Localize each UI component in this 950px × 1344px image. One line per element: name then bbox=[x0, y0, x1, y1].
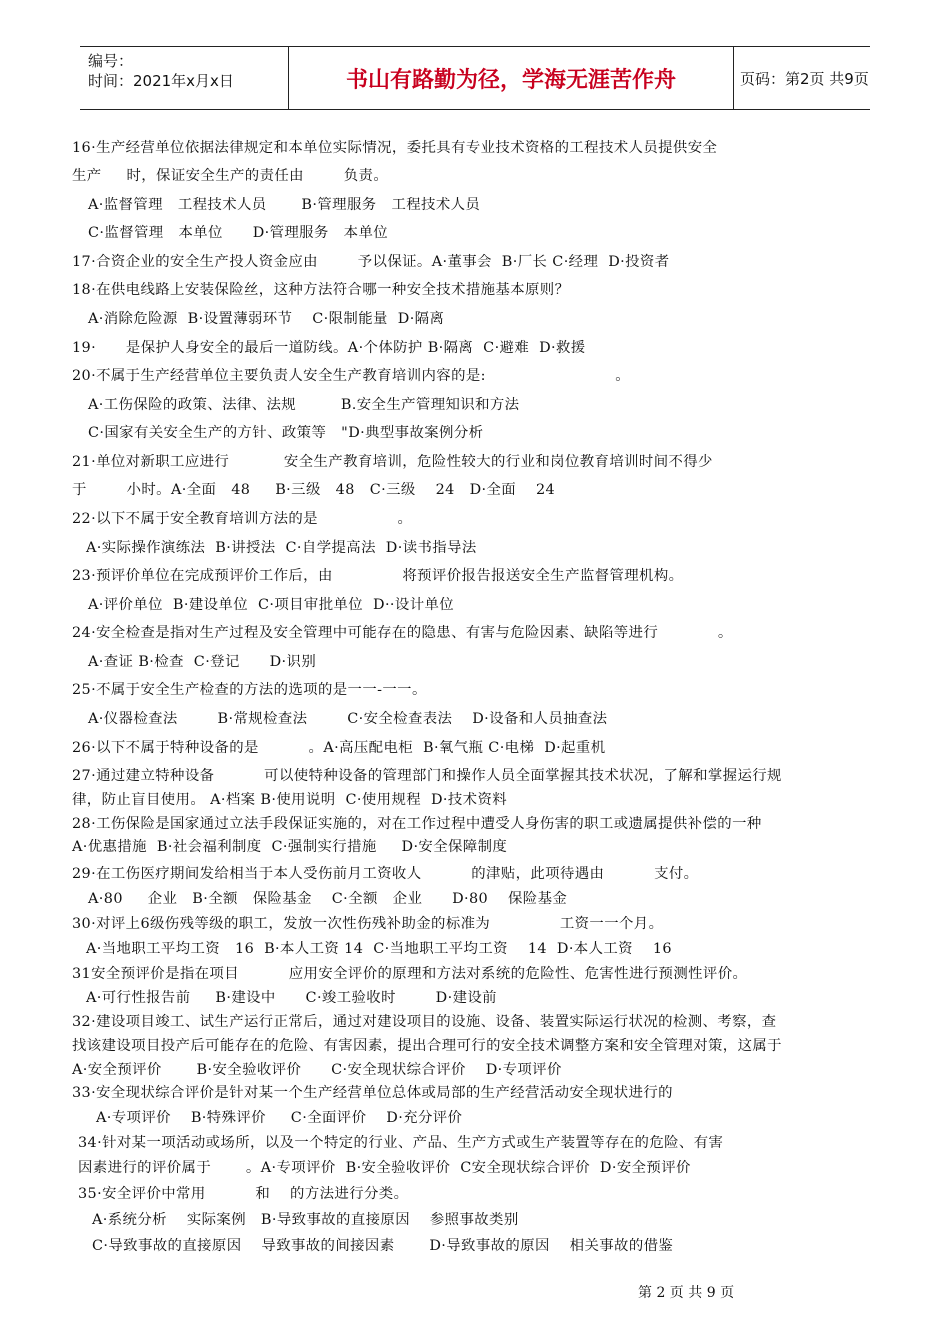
question-line: 35·安全评价中常用 和 的方法进行分类。 bbox=[78, 1186, 409, 1202]
question-line: 18·在供电线路上安装保险丝，这种方法符合哪一种安全技术措施基本原则？ bbox=[72, 282, 570, 298]
header-motto: 书山有路勤为径，学海无涯苦作舟 bbox=[288, 47, 734, 109]
question-line: 19· 是保护人身安全的最后一道防线。A·个体防护 B·隔离 C·避难 D·救援 bbox=[72, 340, 586, 356]
document-time-label: 时间：2021年x月x日 bbox=[88, 72, 234, 90]
option-line: A·监督管理 工程技术人员 B·管理服务 工程技术人员 bbox=[88, 197, 481, 213]
question-line: 31安全预评价是指在项目 应用安全评价的原理和方法对系统的危险性、危害性进行预测性评价。 bbox=[72, 966, 748, 982]
question-line: 因素进行的评价属于 。A·专项评价 B·安全验收评价 C安全现状综合评价 D·安全预评价 bbox=[78, 1160, 691, 1176]
question-line: 21·单位对新职工应进行 安全生产教育培训，危险性较大的行业和岗位教育培训时间不得少 bbox=[72, 454, 713, 470]
question-line: 23·预评价单位在完成预评价工作后，由 将预评价报告报送安全生产监督管理机构。 bbox=[72, 568, 684, 584]
question-line: 27·通过建立特种设备 可以使特种设备的管理部门和操作人员全面掌握其技术状况，了解和掌握运行规 bbox=[72, 768, 782, 784]
question-line: 于 小时。A·全面 48 B·三级 48 C·三级 24 D·全面 24 bbox=[72, 482, 556, 498]
question-line: 找该建设项目投产后可能存在的危险、有害因素，提出合理可行的安全技术调整方案和安全管理对策，这属于 bbox=[72, 1038, 782, 1054]
option-line: A·查证 B·检查 C·登记 D·识别 bbox=[88, 654, 317, 670]
option-line: A·工伤保险的政策、法律、法规 B.安全生产管理知识和方法 bbox=[88, 397, 520, 413]
option-line: A·评价单位 B·建设单位 C·项目审批单位 D··设计单位 bbox=[88, 597, 455, 613]
option-line: A·专项评价 B·特殊评价 C·全面评价 D·充分评价 bbox=[96, 1110, 463, 1126]
question-line: 24·安全检查是指对生产过程及安全管理中可能存在的隐患、有害与危险因素、缺陷等进行 。 bbox=[72, 625, 733, 641]
option-line: A·仪器检查法 B·常规检查法 C·安全检查表法 D·设备和人员抽查法 bbox=[88, 711, 608, 727]
page-footer: 第 2 页 共 9 页 bbox=[638, 1285, 735, 1301]
question-line: 生产 时，保证安全生产的责任由 负责。 bbox=[72, 168, 389, 184]
question-line: 22·以下不属于安全教育培训方法的是 。 bbox=[72, 511, 413, 527]
question-line: 律，防止盲目使用。 A·档案 B·使用说明 C·使用规程 D·技术资料 bbox=[72, 792, 508, 808]
option-line: A·可行性报告前 B·建设中 C·竣工验收时 D·建设前 bbox=[86, 990, 497, 1006]
option-line: A·消除危险源 B·设置薄弱环节 C·限制能量 D·隔离 bbox=[88, 311, 445, 327]
option-line: A·系统分析 实际案例 B·导致事故的直接原因 参照事故类别 bbox=[92, 1212, 519, 1228]
option-line: C·导致事故的直接原因 导致事故的间接因素 D·导致事故的原因 相关事故的借鉴 bbox=[92, 1238, 674, 1254]
question-line: 26·以下不属于特种设备的是 。A·高压配电柜 B·氧气瓶 C·电梯 D·起重机 bbox=[72, 740, 606, 756]
header-page-number: 页码：第2页 共9页 bbox=[740, 69, 869, 88]
option-line: A·安全预评价 B·安全验收评价 C·安全现状综合评价 D·专项评价 bbox=[72, 1062, 562, 1078]
option-line: A·80 企业 B·全额 保险基金 C·全额 企业 D·80 保险基金 bbox=[88, 891, 568, 907]
option-line: C·监督管理 本单位 D·管理服务 本单位 bbox=[88, 225, 389, 241]
question-line: 32·建设项目竣工、试生产运行正常后，通过对建设项目的设施、设备、装置实际运行状况的检测、考察，查 bbox=[72, 1014, 777, 1030]
option-line: C·国家有关安全生产的方针、政策等 "D·典型事故案例分析 bbox=[88, 425, 484, 441]
option-line: A·实际操作演练法 B·讲授法 C·自学提高法 D·读书指导法 bbox=[86, 540, 477, 556]
question-line: 29·在工伤医疗期间发给相当于本人受伤前月工资收人 的津贴，此项待遇由 支付。 bbox=[72, 866, 699, 882]
question-line: 16·生产经营单位依据法律规定和本单位实际情况，委托具有专业技术资格的工程技术人员提供安全 bbox=[72, 140, 718, 156]
question-line: 28·工伤保险是国家通过立法手段保证实施的，对在工作过程中遭受人身伤害的职工或遗属提供补偿的一种 bbox=[72, 816, 762, 832]
question-line: 34·针对某一项活动或场所，以及一个特定的行业、产品、生产方式或生产装置等存在的危险、有害 bbox=[78, 1135, 724, 1151]
option-line: A·当地职工平均工资 16 B·本人工资 14 C·当地职工平均工资 14 D·本人工资 16 bbox=[86, 941, 672, 957]
question-line: 17·合资企业的安全生产投人资金应由 予以保证。A·董事会 B·厂长 C·经理 D·投资者 bbox=[72, 254, 670, 270]
question-line: 25·不属于安全生产检查的方法的选项的是一一-一一。 bbox=[72, 682, 427, 698]
document-number-label: 编号： bbox=[88, 52, 134, 70]
question-line: 33·安全现状综合评价是针对某一个生产经营单位总体或局部的生产经营活动安全现状进行的 bbox=[72, 1085, 673, 1101]
option-line: A·优惠措施 B·社会福利制度 C·强制实行措施 D·安全保障制度 bbox=[72, 839, 508, 855]
question-line: 30·对评上6级伤残等级的职工，发放一次性伤残补助金的标准为 工资一一个月。 bbox=[72, 916, 664, 932]
question-line: 20·不属于生产经营单位主要负责人安全生产教育培训内容的是: 。 bbox=[72, 368, 631, 384]
